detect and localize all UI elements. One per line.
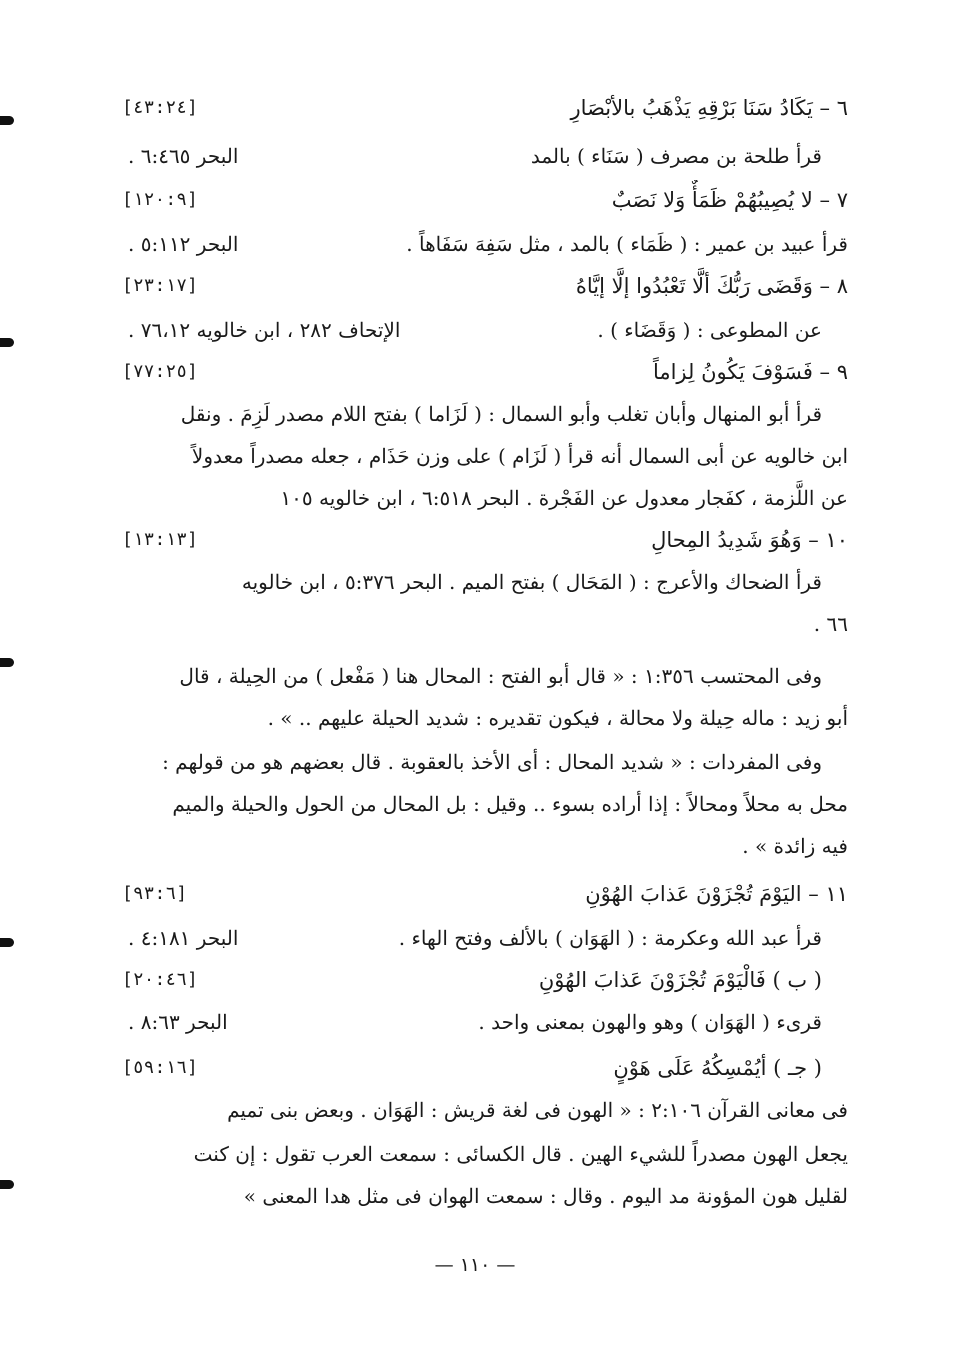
paragraph-text: ابن خالويه عن أبى السمال أنه قرأ ( لَزَام ) على وزن حَذَام ، جعله مصدراً معدولاً bbox=[191, 444, 848, 468]
paragraph-text: قرأ أبو المنهال وأبان تغلب وأبو السمال : ( لَزَاما ) بفتح اللام مصدر لَزِمَ . ونقل bbox=[180, 402, 822, 426]
paragraph-line bbox=[118, 1176, 848, 1216]
source-citation: الإتحاف ٢٨٢ ، ابن خالويه ٧٦،١٢ . bbox=[128, 318, 401, 342]
verse-line bbox=[118, 1048, 848, 1088]
verse-reference: [٢٠:٤٦] bbox=[122, 969, 198, 990]
paragraph-text: وفى المفردات : « شديد المحال : أى الأخذ بالعقوبة . قال بعضهم هو من قولهم : bbox=[162, 750, 822, 774]
verse-reference: [٩٣:٦] bbox=[122, 883, 188, 904]
paragraph-line bbox=[118, 604, 848, 644]
verse-line bbox=[118, 352, 848, 392]
page-number: — ١١٠ — bbox=[434, 1254, 516, 1276]
punch-hole-mark bbox=[0, 938, 14, 947]
reading-text: قرىء ( الهَوَان ) وهو والهون بمعنى واحد . bbox=[478, 1010, 822, 1034]
punch-hole-mark bbox=[0, 1180, 14, 1189]
verse-line bbox=[118, 88, 848, 128]
punch-hole-mark bbox=[0, 338, 14, 347]
reading-text: قرأ طلحة بن مصرف ( سَنَاء ) بالمد bbox=[530, 144, 822, 168]
reading-line bbox=[118, 918, 848, 958]
paragraph-line bbox=[118, 478, 848, 518]
verse-reference: [٧٧:٢٥] bbox=[122, 361, 198, 382]
paragraph-text: ٦٦ . bbox=[813, 612, 848, 636]
verse-text: ٧ – لا يُصِيبُهُمْ ظَمَأٌ وَلا نَصَبٌ bbox=[611, 188, 848, 212]
reading-line bbox=[118, 310, 848, 350]
reading-line bbox=[118, 224, 848, 264]
paragraph-line bbox=[118, 436, 848, 476]
verse-line bbox=[118, 180, 848, 220]
verse-line bbox=[118, 960, 848, 1000]
paragraph-text: فى معانى القرآن ٢:١٠٦ : « الهون فى لغة قريش : الهَوَان . وبعض بنى تميم bbox=[227, 1098, 848, 1122]
verse-reference: [٢٣:١٧] bbox=[122, 275, 198, 296]
paragraph-line bbox=[118, 698, 848, 738]
source-citation: البحر ٦:٤٦٥ . bbox=[128, 144, 239, 168]
paragraph-line bbox=[118, 742, 848, 782]
verse-reference: [٥٩:١٦] bbox=[122, 1057, 198, 1078]
paragraph-line bbox=[118, 394, 848, 434]
verse-line bbox=[118, 520, 848, 560]
paragraph-text: فيه زائدة » . bbox=[742, 834, 848, 858]
punch-hole-mark bbox=[0, 658, 14, 667]
paragraph-text: يجعل الهون مصدراً للشيء الهين . قال الكسائى : سمعت العرب تقول : إن كنت bbox=[193, 1142, 848, 1166]
reading-text: عن المطوعى : ( وَقَضَاء ) . bbox=[597, 318, 822, 342]
verse-text: ( ب ) فَالْيَوْمَ تُجْزَوْنَ عَذابَ الهُوْنِ bbox=[538, 968, 822, 992]
reading-text: قرأ عبد الله وعكرمة : ( الهَوَان ) بالألف وفتح الهاء . bbox=[398, 926, 822, 950]
paragraph-line bbox=[118, 826, 848, 866]
source-citation: البحر ٥:١١٢ . bbox=[128, 232, 239, 256]
verse-text: ٦ – يَكَادُ سَنَا بَرْقِهِ يَذْهَبُ بالأبْصَارِ bbox=[570, 96, 848, 120]
paragraph-line bbox=[118, 1134, 848, 1174]
verse-reference: [١٢٠:٩] bbox=[122, 189, 198, 210]
paragraph-text: وفى المحتسب ١:٣٥٦ : « قال أبو الفتح : المحال هنا ( مَفْعل ) من الحِيلة ، قال bbox=[179, 664, 822, 688]
verse-text: ٨ – وَقَضَى رَبُّكَ ألَّا تَعْبُدُوا إلَّا إيَّاهُ bbox=[575, 274, 848, 298]
paragraph-text: عن اللَّزمة ، كفَجار معدول عن الفَجْرة . البحر ٦:٥١٨ ، ابن خالويه ١٠٥ bbox=[280, 486, 848, 510]
verse-text: ١٠ – وَهُوَ شَدِيدُ المِحالِ bbox=[651, 528, 848, 552]
verse-reference: [٤٣:٢٤] bbox=[122, 97, 198, 118]
verse-text: ٩ – فَسَوْفَ يَكُونُ لِزاماً bbox=[652, 360, 848, 384]
paragraph-line bbox=[118, 562, 848, 602]
verse-line bbox=[118, 874, 848, 914]
verse-text: ( جـ ) أيُمْسِكُهُ عَلَى هَوْنٍ bbox=[613, 1056, 822, 1080]
source-citation: البحر ٨:٦٣ . bbox=[128, 1010, 228, 1034]
paragraph-text: أبو زيد : ماله حِيلة ولا محالة ، فيكون تقديره : شديد الحيلة عليهم .. » . bbox=[267, 706, 848, 730]
reading-line bbox=[118, 136, 848, 176]
punch-hole-mark bbox=[0, 116, 14, 125]
source-citation: البحر ٤:١٨١ . bbox=[128, 926, 239, 950]
paragraph-line bbox=[118, 656, 848, 696]
paragraph-text: محل به محلاً ومحالاً : إذا أراده بسوء .. وقيل : بل المحال من الحول والحيلة والميم bbox=[172, 792, 848, 816]
verse-text: ١١ – اليَوْمَ تُجْزَوْنَ عَذابَ الهُوْنِ bbox=[585, 882, 848, 906]
reading-text: قرأ عبيد بن عمير : ( ظَمَاء ) بالمد ، مثل سَفِهَ سَفَاهاً . bbox=[406, 232, 848, 256]
paragraph-line bbox=[118, 784, 848, 824]
paragraph-text: لقليل هون المؤونة مد اليوم . وقال : سمعت الهوان فى مثل هدا المعنى » bbox=[243, 1184, 848, 1208]
reading-line bbox=[118, 1002, 848, 1042]
verse-reference: [١٣:١٣] bbox=[122, 529, 198, 550]
verse-line bbox=[118, 266, 848, 306]
paragraph-text: قرأ الضحاك والأعرج : ( المَحَال ) بفتح الميم . البحر ٥:٣٧٦ ، ابن خالويه bbox=[241, 570, 822, 594]
paragraph-line bbox=[118, 1090, 848, 1130]
